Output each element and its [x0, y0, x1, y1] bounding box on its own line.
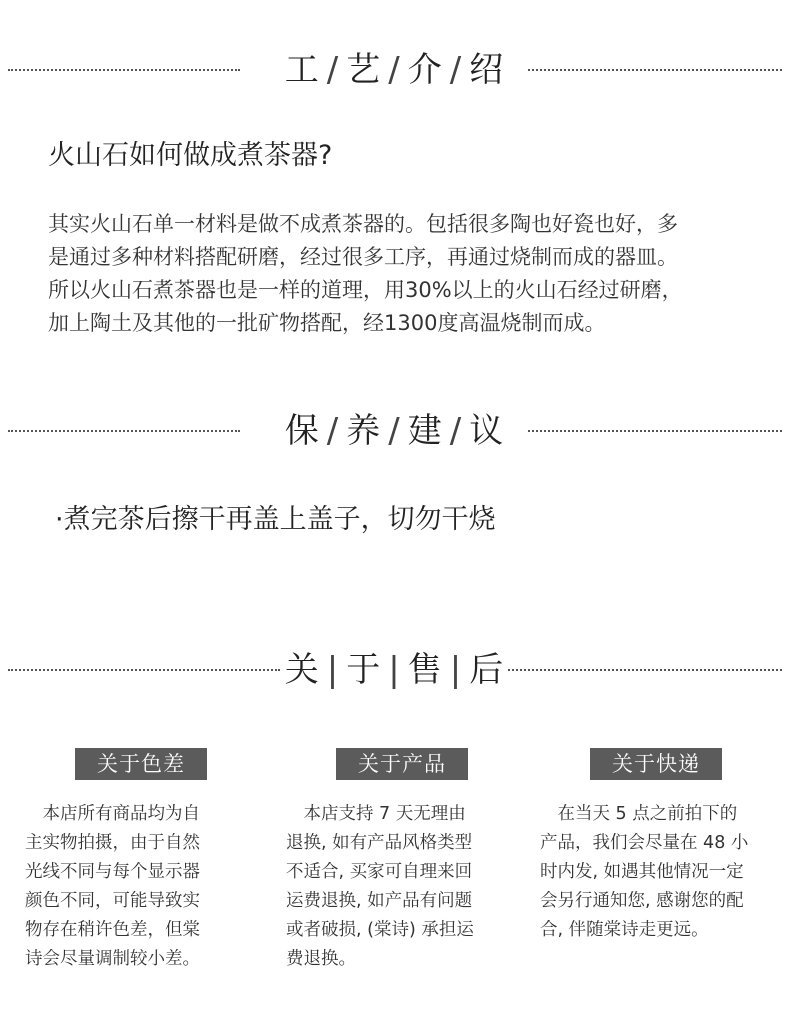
craft-section-header — [0, 45, 790, 95]
column-line: 颜色不同，可能导致实 — [25, 891, 200, 911]
after-sales-section-header — [0, 645, 790, 695]
title-char: 养 — [346, 411, 383, 451]
column-line: 合, 伴随棠诗走更远。 — [540, 920, 709, 940]
title-separator: | — [449, 650, 464, 690]
title-char: 于 — [346, 650, 383, 690]
title-char: 工 — [284, 50, 321, 90]
shipping-badge: 关于快递 — [590, 748, 722, 780]
title-separator: | — [326, 650, 341, 690]
column-line: 诗会尽量调制较小差。 — [25, 949, 200, 969]
shipping-text — [540, 800, 772, 945]
column-line: 退换, 如有产品风格类型 — [286, 833, 473, 853]
title-separator: | — [388, 650, 402, 690]
craft-question: 火山石如何做成煮茶器? — [48, 140, 333, 171]
column-line: 在当天 5 点之前拍下的 — [540, 804, 738, 824]
care-tip: ·煮完茶后擦干再盖上盖子，切勿干烧 — [55, 504, 496, 535]
care-section-title — [0, 406, 790, 456]
column-line: 本店支持 7 天无理由 — [286, 804, 466, 824]
column-line: 主实物拍摄，由于自然 — [25, 833, 200, 853]
column-line: 运费退换, 如产品有问题 — [286, 891, 473, 911]
column-line: 费退换。 — [286, 949, 356, 969]
paragraph-line: 其实火山石单一材料是做不成煮茶器的。包括很多陶也好瓷也好，多 — [48, 212, 678, 236]
title-separator: / — [449, 411, 464, 451]
color-difference-column — [25, 748, 257, 974]
care-section-header — [0, 406, 790, 456]
column-line: 或者破损, (棠诗) 承担运 — [286, 920, 474, 940]
title-separator: / — [326, 411, 341, 451]
title-char: 艺 — [346, 50, 383, 90]
column-line: 光线不同与每个显示器 — [25, 862, 200, 882]
title-char: 议 — [469, 411, 506, 451]
title-char: 售 — [407, 650, 444, 690]
title-separator: / — [449, 50, 464, 90]
column-line: 不适合, 买家可自理来回 — [286, 862, 473, 882]
column-line: 产品，我们会尽量在 48 小 — [540, 833, 749, 853]
title-separator: / — [326, 50, 341, 90]
title-char: 介 — [407, 50, 444, 90]
column-line: 时内发, 如遇其他情况一定 — [540, 862, 744, 882]
title-separator: / — [388, 411, 402, 451]
column-line: 物存在稍许色差，但棠 — [25, 920, 200, 940]
title-char: 关 — [284, 650, 321, 690]
product-text — [286, 800, 518, 974]
product-badge: 关于产品 — [336, 748, 468, 780]
title-char: 绍 — [469, 50, 506, 90]
title-char: 保 — [284, 411, 321, 451]
after-sales-section-title — [0, 645, 790, 695]
paragraph-line: 加上陶土及其他的一批矿物搭配，经1300度高温烧制而成。 — [48, 311, 606, 335]
paragraph-line: 是通过多种材料搭配研磨，经过很多工序，再通过烧制而成的器皿。 — [48, 245, 678, 269]
color-difference-text — [25, 800, 257, 974]
column-line: 本店所有商品均为自 — [25, 804, 200, 824]
title-char: 后 — [469, 650, 506, 690]
title-char: 建 — [407, 411, 444, 451]
product-column — [286, 748, 518, 974]
title-separator: / — [388, 50, 402, 90]
craft-section-title — [0, 45, 790, 95]
craft-paragraph — [48, 208, 758, 340]
color-difference-badge: 关于色差 — [75, 748, 207, 780]
paragraph-line: 所以火山石煮茶器也是一样的道理，用30%以上的火山石经过研磨， — [48, 278, 683, 302]
shipping-column — [540, 748, 772, 945]
column-line: 会另行通知您, 感谢您的配 — [540, 891, 744, 911]
